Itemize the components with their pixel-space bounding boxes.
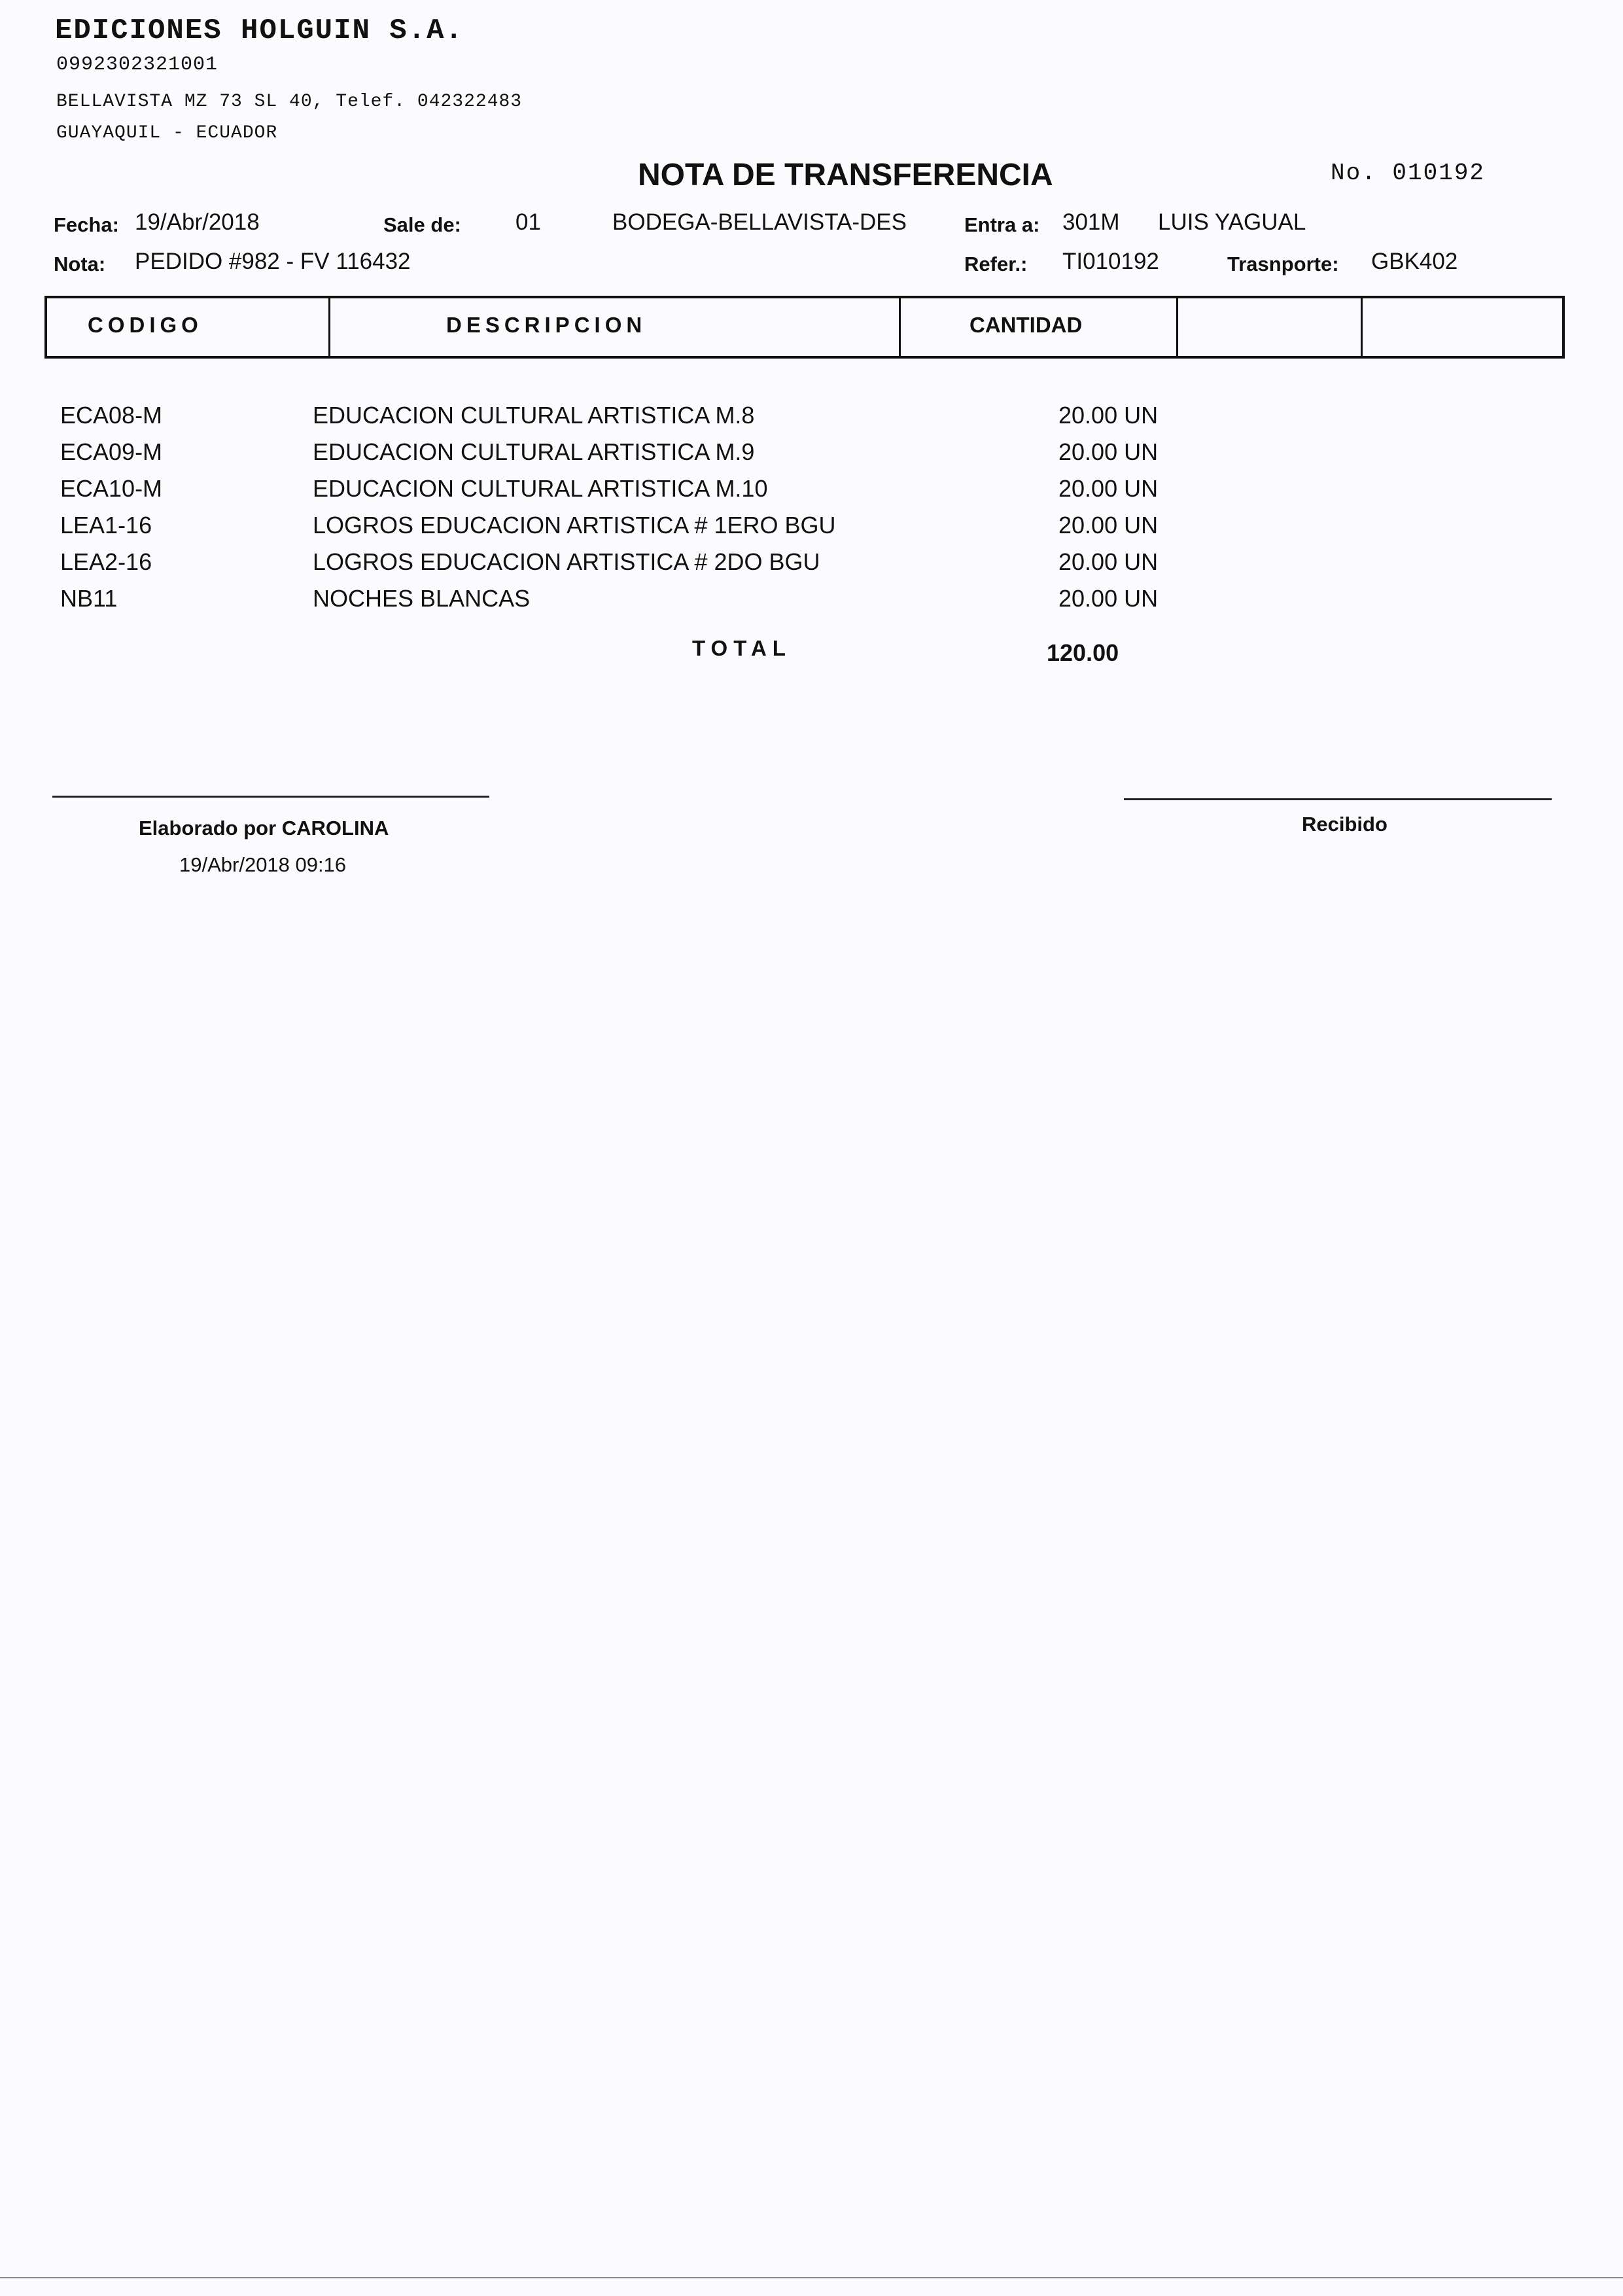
row-cantidad: 20.00 UN xyxy=(1058,402,1159,429)
row-descripcion: LOGROS EDUCACION ARTISTICA # 1ERO BGU xyxy=(313,512,836,539)
row-cantidad: 20.00 UN xyxy=(1058,512,1159,539)
row-codigo: LEA1-16 xyxy=(60,512,152,539)
column-header-cantidad: CANTIDAD xyxy=(969,313,1083,337)
row-descripcion: NOCHES BLANCAS xyxy=(313,585,531,612)
transporte-value: GBK402 xyxy=(1371,249,1458,274)
table-row xyxy=(0,548,1623,585)
column-divider xyxy=(899,298,901,356)
row-descripcion: LOGROS EDUCACION ARTISTICA # 2DO BGU xyxy=(313,548,820,575)
nota-label: Nota: xyxy=(54,253,106,275)
recibido-label: Recibido xyxy=(1302,813,1387,836)
entra-a-name: LUIS YAGUAL xyxy=(1158,209,1306,235)
row-cantidad: 20.00 UN xyxy=(1058,585,1159,612)
fecha-value: 19/Abr/2018 xyxy=(135,209,260,235)
column-divider xyxy=(328,298,330,356)
row-codigo: ECA09-M xyxy=(60,438,163,465)
row-descripcion: EDUCACION CULTURAL ARTISTICA M.8 xyxy=(313,402,755,429)
refer-label: Refer.: xyxy=(964,253,1028,275)
refer-value: TI010192 xyxy=(1062,249,1159,274)
company-ruc: 0992302321001 xyxy=(56,54,218,76)
row-cantidad: 20.00 UN xyxy=(1058,475,1159,502)
row-codigo: ECA10-M xyxy=(60,475,163,502)
sale-de-label: Sale de: xyxy=(383,213,461,236)
table-row xyxy=(0,438,1623,475)
transporte-label: Trasnporte: xyxy=(1227,253,1339,275)
row-codigo: ECA08-M xyxy=(60,402,163,429)
column-divider xyxy=(1176,298,1178,356)
total-label: TOTAL xyxy=(692,636,792,660)
sale-de-code: 01 xyxy=(515,209,541,235)
row-codigo: LEA2-16 xyxy=(60,548,152,575)
column-header-descripcion: DESCRIPCION xyxy=(446,313,647,337)
company-city: GUAYAQUIL - ECUADOR xyxy=(56,123,278,143)
document-number: No. 010192 xyxy=(1331,160,1486,186)
entra-a-code: 301M xyxy=(1062,209,1120,235)
column-divider xyxy=(1361,298,1363,356)
elaborado-por: Elaborado por CAROLINA xyxy=(139,817,389,839)
row-descripcion: EDUCACION CULTURAL ARTISTICA M.10 xyxy=(313,475,768,502)
table-row xyxy=(0,585,1623,622)
table-row xyxy=(0,475,1623,512)
table-header xyxy=(44,296,1565,359)
company-address: BELLAVISTA MZ 73 SL 40, Telef. 042322483 xyxy=(56,92,523,112)
fecha-label: Fecha: xyxy=(54,213,119,236)
signature-line-recibido xyxy=(1124,798,1552,800)
row-descripcion: EDUCACION CULTURAL ARTISTICA M.9 xyxy=(313,438,755,465)
total-value: 120.00 xyxy=(1047,639,1119,666)
table-row xyxy=(0,512,1623,548)
document-title: NOTA DE TRANSFERENCIA xyxy=(638,158,1053,192)
company-name: EDICIONES HOLGUIN S.A. xyxy=(55,14,464,47)
elaborado-fecha: 19/Abr/2018 09:16 xyxy=(179,853,347,876)
column-header-codigo: CODIGO xyxy=(88,313,203,337)
page-edge-line xyxy=(0,2277,1623,2278)
entra-a-label: Entra a: xyxy=(964,213,1040,236)
nota-value: PEDIDO #982 - FV 116432 xyxy=(135,249,411,274)
row-codigo: NB11 xyxy=(60,585,118,612)
sale-de-name: BODEGA-BELLAVISTA-DES xyxy=(612,209,907,235)
row-cantidad: 20.00 UN xyxy=(1058,438,1159,465)
signature-line-elaborado xyxy=(52,796,489,798)
table-row xyxy=(0,402,1623,438)
row-cantidad: 20.00 UN xyxy=(1058,548,1159,575)
